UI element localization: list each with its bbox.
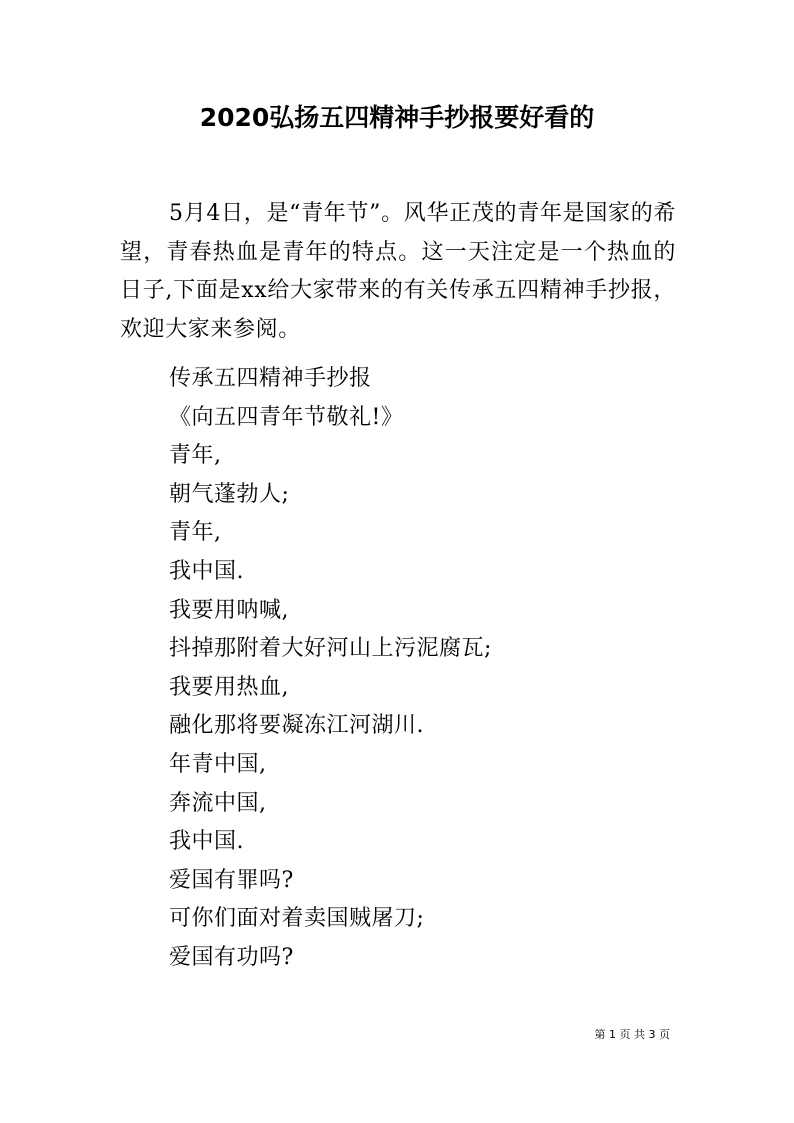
text-line: 朝气蓬勃人;	[169, 481, 290, 507]
text-line: 我要用呐喊,	[169, 597, 289, 623]
text-line: 青年,	[169, 520, 222, 546]
text-line: 传承五四精神手抄报	[169, 366, 372, 391]
text-line: 爱国有功吗?	[169, 944, 294, 970]
page-number-footer: 第 1 页 共 3 页	[594, 1028, 670, 1041]
text-line: 我中国.	[169, 558, 244, 584]
poem-lines	[169, 360, 689, 978]
document-title: 2020弘扬五四精神手抄报要好看的	[199, 103, 595, 132]
text-line: 抖掉那附着大好河山上污泥腐瓦;	[169, 636, 492, 662]
text-line: 我要用热血,	[169, 674, 289, 700]
text-line: 融化那将要凝冻江河湖川.	[169, 713, 424, 739]
text-line: 爱国有罪吗?	[169, 867, 294, 893]
text-line: 《向五四青年节敬礼!》	[169, 404, 404, 430]
intro-paragraph: 5月4日，是“青年节”。风华正茂的青年是国家的希望，青春热血是青年的特点。这一天注定是一个热血的日子,下面是xx给大家带来的有关传承五四精神手抄报，欢迎大家来参阅。	[120, 201, 676, 342]
text-line: 奔流中国,	[169, 790, 267, 816]
text-line: 我中国.	[169, 829, 244, 855]
text-line: 可你们面对着卖国贼屠刀;	[169, 906, 425, 932]
text-line: 青年,	[169, 443, 222, 469]
text-line: 年青中国,	[169, 751, 267, 777]
